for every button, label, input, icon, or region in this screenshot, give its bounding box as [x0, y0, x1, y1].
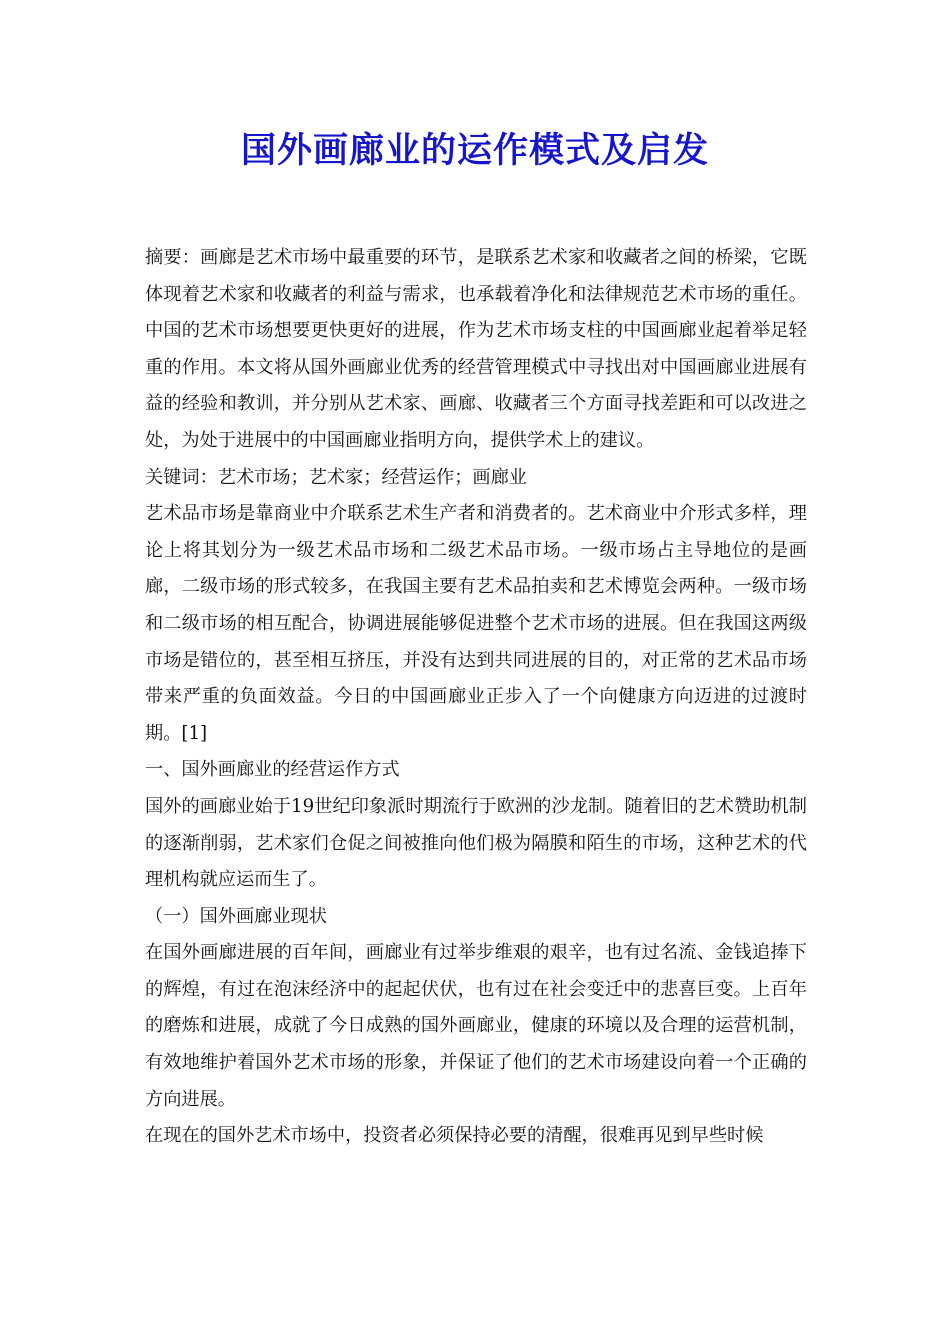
subsection-1-paragraph-2: 在现在的国外艺术市场中，投资者必须保持必要的清醒，很难再见到早些时候: [145, 1125, 764, 1147]
document-title: 国外画廊业的运作模式及启发: [240, 131, 709, 171]
subsection-heading-1: （一）国外画廊业现状: [145, 905, 327, 927]
document-body: [145, 240, 807, 1155]
section-1-paragraph: 国外的画廊业始于19世纪印象派时期流行于欧洲的沙龙制。随着旧的艺术赞助机制的逐渐削弱，艺术家们仓促之间被推向他们极为隔膜和陌生的市场，这种艺术的代理机构就应运而生了。: [145, 795, 807, 891]
intro-paragraph: 艺术品市场是靠商业中介联系艺术生产者和消费者的。艺术商业中介形式多样，理论上将其划分为一级艺术品市场和二级艺术品市场。一级市场占主导地位的是画廊，二级市场的形式较多，在我国主要有艺术品拍卖和艺术博览会两种。一级市场和二级市场的相互配合，协调进展能够促进整个艺术市场的进展。但在我国这两级市场是错位的，甚至相互挤压，并没有达到共同进展的目的，对正常的艺术品市场带来严重的负面效益。今日的中国画廊业正步入了一个向健康方向迈进的过渡时期。[1]: [145, 503, 807, 744]
section-heading-1: 一、国外画廊业的经营运作方式: [145, 759, 400, 781]
abstract-paragraph: 摘要：画廊是艺术市场中最重要的环节，是联系艺术家和收藏者之间的桥梁，它既体现着艺术家和收藏者的利益与需求，也承载着净化和法律规范艺术市场的重任。中国的艺术市场想要更快更好的进展，作为艺术市场支柱的中国画廊业起着举足轻重的作用。本文将从国外画廊业优秀的经营管理模式中寻找出对中国画廊业进展有益的经验和教训，并分别从艺术家、画廊、收藏者三个方面寻找差距和可以改进之处，为处于进展中的中国画廊业指明方向，提供学术上的建议。: [145, 247, 807, 451]
keywords-paragraph: 关键词：艺术市场；艺术家；经营运作；画廊业: [145, 466, 527, 488]
subsection-1-paragraph: 在国外画廊进展的百年间，画廊业有过举步维艰的艰辛，也有过名流、金钱追捧下的辉煌，有过在泡沫经济中的起起伏伏，也有过在社会变迁中的悲喜巨变。上百年的磨炼和进展，成就了今日成熟的国外画廊业，健康的环境以及合理的运营机制，有效地维护着国外艺术市场的形象，并保证了他们的艺术市场建设向着一个正确的方向进展。: [145, 942, 807, 1110]
